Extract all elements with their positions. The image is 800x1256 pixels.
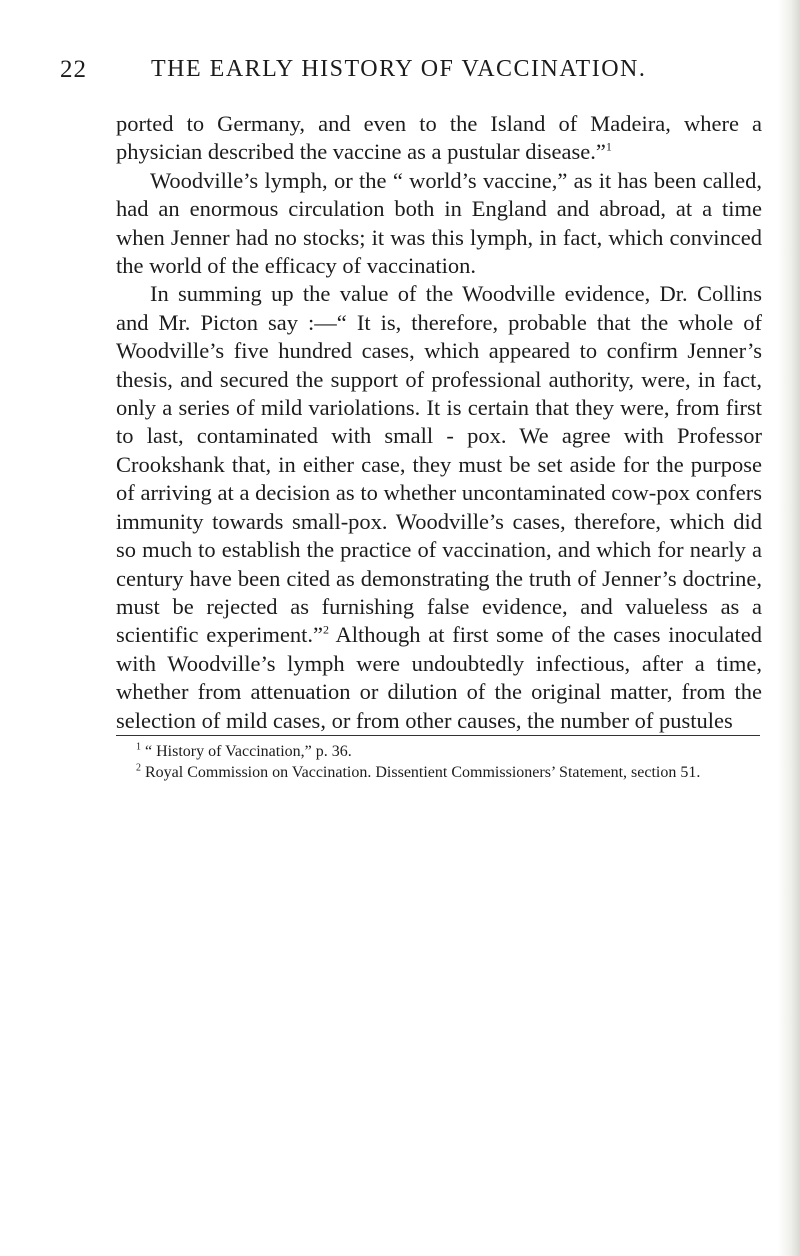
- footnote-1-mark: 1: [136, 741, 141, 753]
- footnotes: [116, 741, 762, 783]
- paragraph-2: Woodville’s lymph, or the “ world’s vaccine,” as it has been called, had an enormous circulation both in England and abroad, at a time when Jenner had no stocks; it was this lymph, in fact, which convinced the world of the efficacy of vaccination.: [116, 167, 762, 279]
- footnote-divider: [116, 735, 760, 736]
- footnote-2-mark: 2: [136, 762, 141, 774]
- footnote-2: [116, 762, 762, 783]
- body-text: [116, 110, 762, 735]
- running-head: [60, 56, 760, 86]
- footnote-1: [116, 741, 762, 762]
- footnote-1-text: “ History of Vaccination,” p. 36.: [141, 743, 352, 760]
- paragraph-3: [116, 280, 762, 735]
- running-title: THE EARLY HISTORY OF VACCINATION.: [151, 56, 647, 82]
- paragraph-1-text: ported to Germany, and even to the Island of Madeira, where a physician described the vaccine as a pustular disease.”: [116, 111, 762, 165]
- footnote-ref-1: 1: [605, 139, 612, 154]
- page-edge: [778, 0, 800, 1256]
- paragraph-3-quote: In summing up the value of the Woodville evidence, Dr. Collins and Mr. Picton say :—“ It is, therefore, probable that the whole of Woodville’s five hundred cases, which appeared to confirm Jenner’s thesis, and secured the support of professional authority, were, in fact, only a series of mild variolations. It is certain that they were, from first to last, contaminated with small - pox. We agree with Professor Crookshank that, in either case, they must be set aside for the purpose of arriving at a decision as to whether uncontaminated cow-pox confers immunity towards small-pox. Woodville’s cases, therefore, which did so much to establish the practice of vaccination, and which for nearly a century have been cited as demonstrating the truth of Jenner’s doctrine, must be rejected as furnishing false evidence, and valueless as a scientific experiment.”: [116, 281, 762, 648]
- paragraph-1: [116, 110, 762, 167]
- paragraph-3-continuation: Although at first some of the cases inoculated with Woodville’s lymph were undoubtedly infectious, after a time, whether from attenuation or dilution of the original matter, from the selection of mild cases, or from other causes, the number of pustules: [116, 622, 763, 733]
- footnote-ref-2: 2: [323, 622, 330, 637]
- footnote-2-text: Royal Commission on Vaccination. Dissentient Commissioners’ Statement, section 51.: [141, 764, 701, 781]
- page-number: 22: [60, 56, 87, 83]
